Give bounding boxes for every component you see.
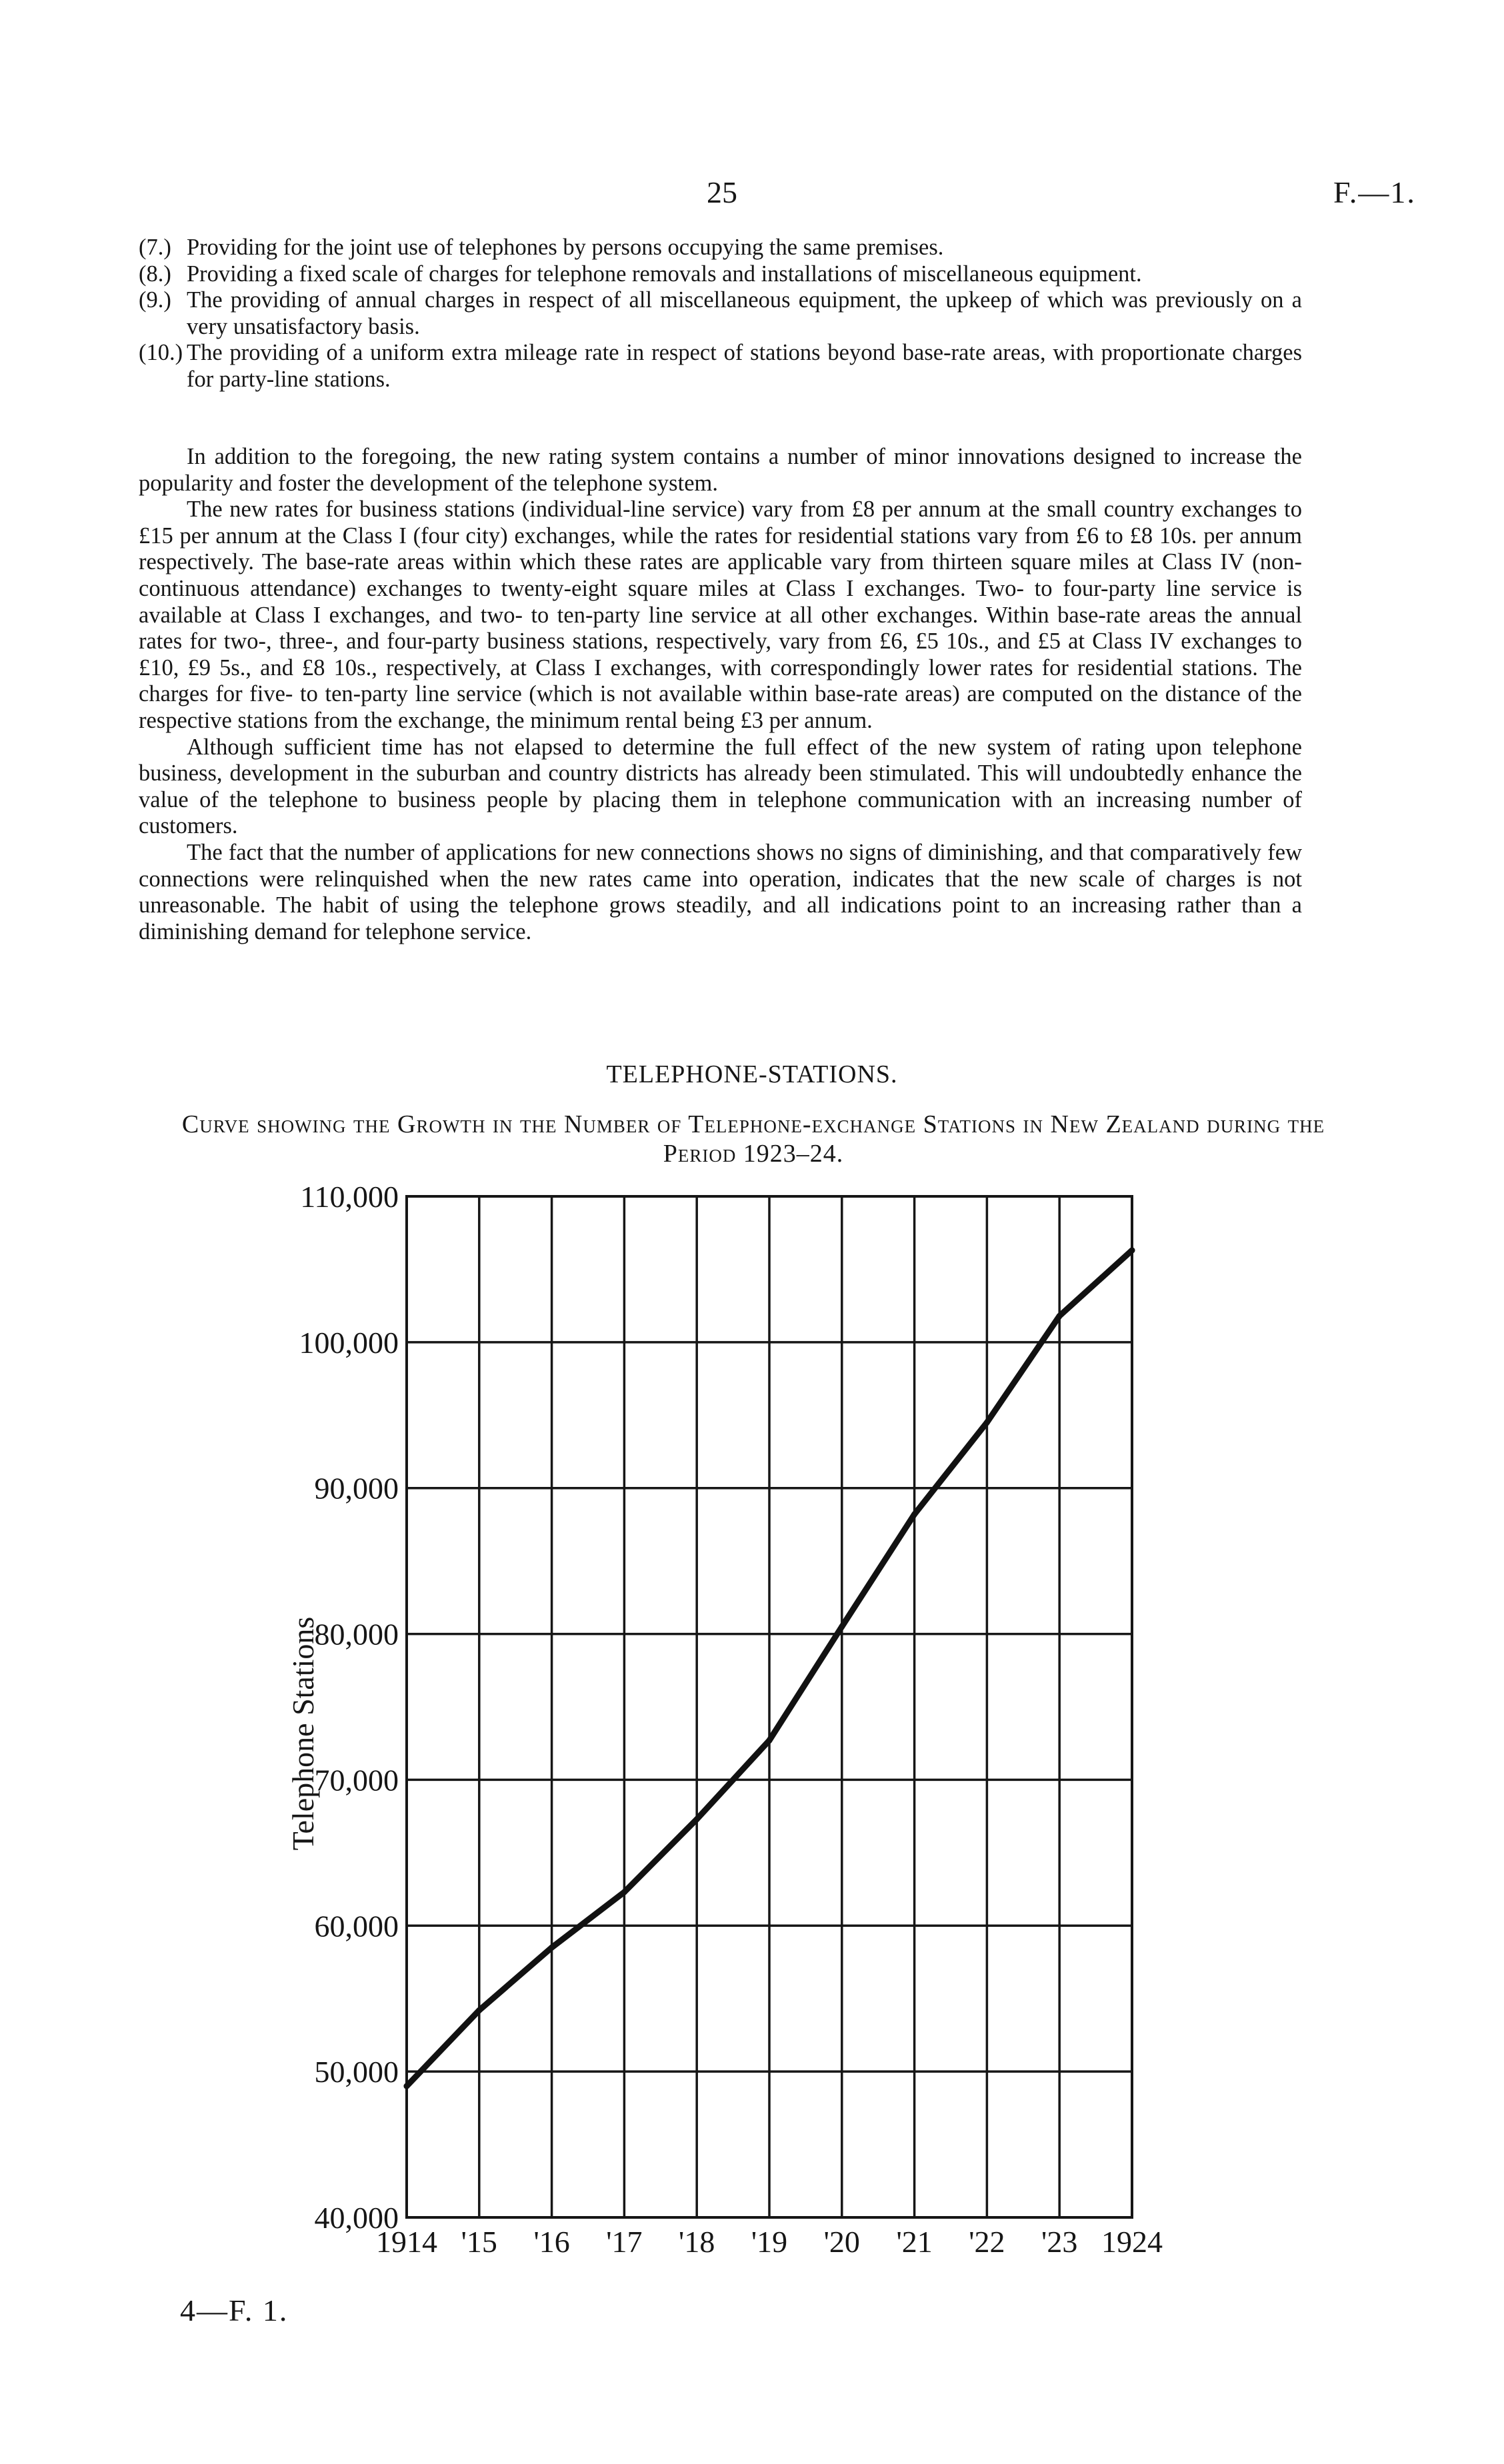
list-item-text: The providing of annual charges in respect of all miscellaneous equipment, the upkeep of which was previously on a very unsatisfactory basis. <box>187 287 1302 339</box>
list-item-number: (7.) <box>139 235 171 260</box>
data-point <box>839 1624 845 1630</box>
y-tick-label: 90,000 <box>314 1471 399 1506</box>
data-point <box>984 1420 990 1426</box>
data-point <box>694 1816 700 1822</box>
y-tick-label: 50,000 <box>314 2055 399 2089</box>
list-item-number: (10.) <box>139 340 183 366</box>
data-point <box>549 1945 555 1951</box>
y-tick-label: 110,000 <box>300 1180 399 1214</box>
x-tick-label: '16 <box>533 2225 570 2259</box>
x-tick-label: '20 <box>823 2225 860 2259</box>
data-point <box>911 1512 917 1518</box>
figure-subtitle: Curve showing the Growth in the Number of Telephone-exchange Stations in New Zealand during the Period 1923–24. <box>181 1110 1325 1168</box>
x-tick-label: '15 <box>461 2225 497 2259</box>
x-tick-label: 1914 <box>376 2225 437 2259</box>
data-point <box>621 1889 627 1895</box>
figure-title: TELEPHONE-STATIONS. <box>606 1060 898 1088</box>
y-tick-label: 60,000 <box>314 1909 399 1943</box>
paragraph: The new rates for business stations (individual-line service) vary from £8 per annum at the small country exchanges to £15 per annum at the Class I (four city) exchanges, while the rates for residential stations vary from £6 to £8 10s. per annum respectively. The base-rate areas within which these rates are applicable vary from thirteen square miles at Class IV (non-continuous attendance) exchanges to twenty-eight square miles at Class I exchanges. Two- to four-party line service is available at Class I exchanges, and two- to ten-party line service at all other exchanges. Within base-rate areas the annual rates for two-, three-, and four-party business stations, respectively, vary from £6, £5 10s., and £5 at Class IV exchanges to £10, £9 5s., and £8 10s., respectively, at Class I exchanges, with correspondingly lower rates for residential stations. The charges for five- to ten-party line service (which is not available within base-rate areas) are computed on the distance of the respective stations from the exchange, the minimum rental being £3 per annum. <box>139 497 1302 733</box>
paragraph: Although sufficient time has not elapsed to determine the full effect of the new system of rating upon telephone business, development in the suburban and country districts has already been stimulated. This will undoubtedly enhance the value of the telephone to business people by placing them in telephone communication with an increasing number of customers. <box>139 734 1302 839</box>
x-tick-label: '23 <box>1041 2225 1078 2259</box>
x-tick-label: '19 <box>751 2225 788 2259</box>
x-tick-label: 1924 <box>1101 2225 1163 2259</box>
y-axis-label: Telephone Stations <box>286 1616 320 1851</box>
page-reference: F.—1. <box>1333 175 1416 209</box>
list-item-text: Providing a fixed scale of charges for telephone removals and installations of miscellaneous equipment. <box>187 261 1142 287</box>
y-tick-label: 100,000 <box>299 1325 399 1360</box>
list-item-text: Providing for the joint use of telephones by persons occupying the same premises. <box>187 235 944 260</box>
y-tick-label: 40,000 <box>314 2201 399 2235</box>
y-tick-label: 80,000 <box>314 1617 399 1652</box>
data-point <box>767 1738 773 1744</box>
list-item-number: (9.) <box>139 287 171 313</box>
page-number: 25 <box>707 175 737 209</box>
data-point <box>476 2007 482 2013</box>
x-tick-labels <box>376 2225 1163 2259</box>
y-tick-label: 70,000 <box>314 1763 399 1798</box>
chart-grid <box>407 1196 1132 2217</box>
list-item-text: The providing of a uniform extra mileage rate in respect of stations beyond base-rate areas, with proportionate charges for party-line stations. <box>187 340 1302 392</box>
x-tick-label: '21 <box>896 2225 933 2259</box>
list-item-number: (8.) <box>139 261 171 287</box>
paragraph: The fact that the number of applications for new connections shows no signs of diminishing, and that comparatively few connections were relinquished when the new rates came into operation, indicates that the new scale of charges is not unreasonable. The habit of using the telephone grows steadily, and all indications point to an increasing rather than a diminishing demand for telephone service. <box>139 839 1302 944</box>
data-point <box>1057 1313 1063 1319</box>
x-tick-label: '18 <box>679 2225 715 2259</box>
x-tick-label: '17 <box>606 2225 643 2259</box>
x-tick-label: '22 <box>969 2225 1005 2259</box>
data-point <box>1129 1247 1135 1253</box>
page-signature: 4—F. 1. <box>180 2293 289 2327</box>
data-point <box>404 2083 410 2089</box>
paragraph: In addition to the foregoing, the new rating system contains a number of minor innovations designed to increase the popularity and foster the development of the telephone system. <box>139 444 1302 496</box>
